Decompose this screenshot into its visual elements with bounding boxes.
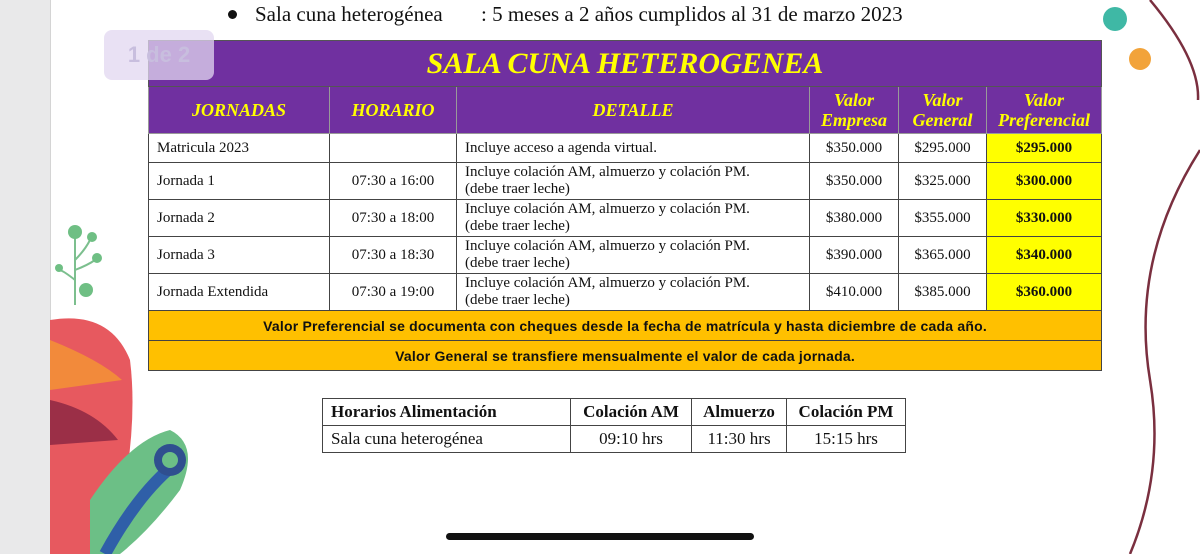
cell-jornada: Jornada 2 <box>149 200 330 237</box>
cell-detalle: Incluye colación AM, almuerzo y colación PM. (debe traer leche) <box>457 274 810 311</box>
home-indicator[interactable] <box>446 533 754 540</box>
feeding-row <box>323 426 906 453</box>
table-title: SALA CUNA HETEROGENEA <box>149 41 1102 87</box>
cell-jornada: Jornada 3 <box>149 237 330 274</box>
header-colacion-pm: Colación PM <box>787 399 906 426</box>
header-horarios-alimentacion: Horarios Alimentación <box>323 399 571 426</box>
cell-jornada: Matricula 2023 <box>149 134 330 163</box>
header-horario: HORARIO <box>330 87 457 134</box>
cell-horario: 07:30 a 18:00 <box>330 200 457 237</box>
cell-detalle: Incluye colación AM, almuerzo y colación PM. (debe traer leche) <box>457 200 810 237</box>
cell-horario: 07:30 a 18:30 <box>330 237 457 274</box>
cell-horario <box>330 134 457 163</box>
cell-valor-preferencial: $340.000 <box>987 237 1102 274</box>
cell-valor-empresa: $350.000 <box>810 163 899 200</box>
table-row <box>149 274 1102 311</box>
cell-detalle: Incluye acceso a agenda virtual. <box>457 134 810 163</box>
cell-almuerzo: 11:30 hrs <box>692 426 787 453</box>
note-preferencial: Valor Preferencial se documenta con cheques desde la fecha de matrícula y hasta diciembre de cada año. <box>149 311 1102 341</box>
cell-jornada: Jornada Extendida <box>149 274 330 311</box>
cell-valor-general: $385.000 <box>899 274 987 311</box>
feeding-header-row <box>323 399 906 426</box>
header-valor-preferencial: Valor Preferencial <box>987 87 1102 134</box>
bullet-item <box>228 2 903 27</box>
cell-valor-preferencial: $300.000 <box>987 163 1102 200</box>
cell-valor-general: $355.000 <box>899 200 987 237</box>
feeding-schedule-table <box>322 398 906 453</box>
decorative-dots-and-curve <box>1090 0 1200 554</box>
bullet-icon <box>228 10 237 19</box>
header-valor-empresa: Valor Empresa <box>810 87 899 134</box>
table-row <box>149 163 1102 200</box>
cell-horario: 07:30 a 19:00 <box>330 274 457 311</box>
header-detalle: DETALLE <box>457 87 810 134</box>
table-header-row <box>149 87 1102 134</box>
page-indicator: 1 de 2 <box>104 30 214 80</box>
table-row <box>149 134 1102 163</box>
cell-valor-empresa: $390.000 <box>810 237 899 274</box>
header-colacion-am: Colación AM <box>571 399 692 426</box>
cell-valor-preferencial: $295.000 <box>987 134 1102 163</box>
cell-detalle: Incluye colación AM, almuerzo y colación PM. (debe traer leche) <box>457 163 810 200</box>
cell-valor-general: $365.000 <box>899 237 987 274</box>
cell-valor-preferencial: $330.000 <box>987 200 1102 237</box>
cell-valor-preferencial: $360.000 <box>987 274 1102 311</box>
bullet-name: Sala cuna heterogénea <box>255 2 443 26</box>
cell-valor-general: $325.000 <box>899 163 987 200</box>
bullet-detail: : 5 meses a 2 años cumplidos al 31 de marzo 2023 <box>481 2 903 26</box>
cell-detalle: Incluye colación AM, almuerzo y colación PM. (debe traer leche) <box>457 237 810 274</box>
header-valor-general: Valor General <box>899 87 987 134</box>
pricing-table <box>148 40 1102 371</box>
header-jornadas: JORNADAS <box>149 87 330 134</box>
table-row <box>149 237 1102 274</box>
cell-valor-empresa: $350.000 <box>810 134 899 163</box>
cell-colacion-pm: 15:15 hrs <box>787 426 906 453</box>
cell-colacion-am: 09:10 hrs <box>571 426 692 453</box>
cell-jornada: Jornada 1 <box>149 163 330 200</box>
cell-group: Sala cuna heterogénea <box>323 426 571 453</box>
cell-horario: 07:30 a 16:00 <box>330 163 457 200</box>
cell-valor-general: $295.000 <box>899 134 987 163</box>
header-almuerzo: Almuerzo <box>692 399 787 426</box>
cell-valor-empresa: $410.000 <box>810 274 899 311</box>
note-general: Valor General se transfiere mensualmente el valor de cada jornada. <box>149 341 1102 371</box>
table-row <box>149 200 1102 237</box>
cell-valor-empresa: $380.000 <box>810 200 899 237</box>
